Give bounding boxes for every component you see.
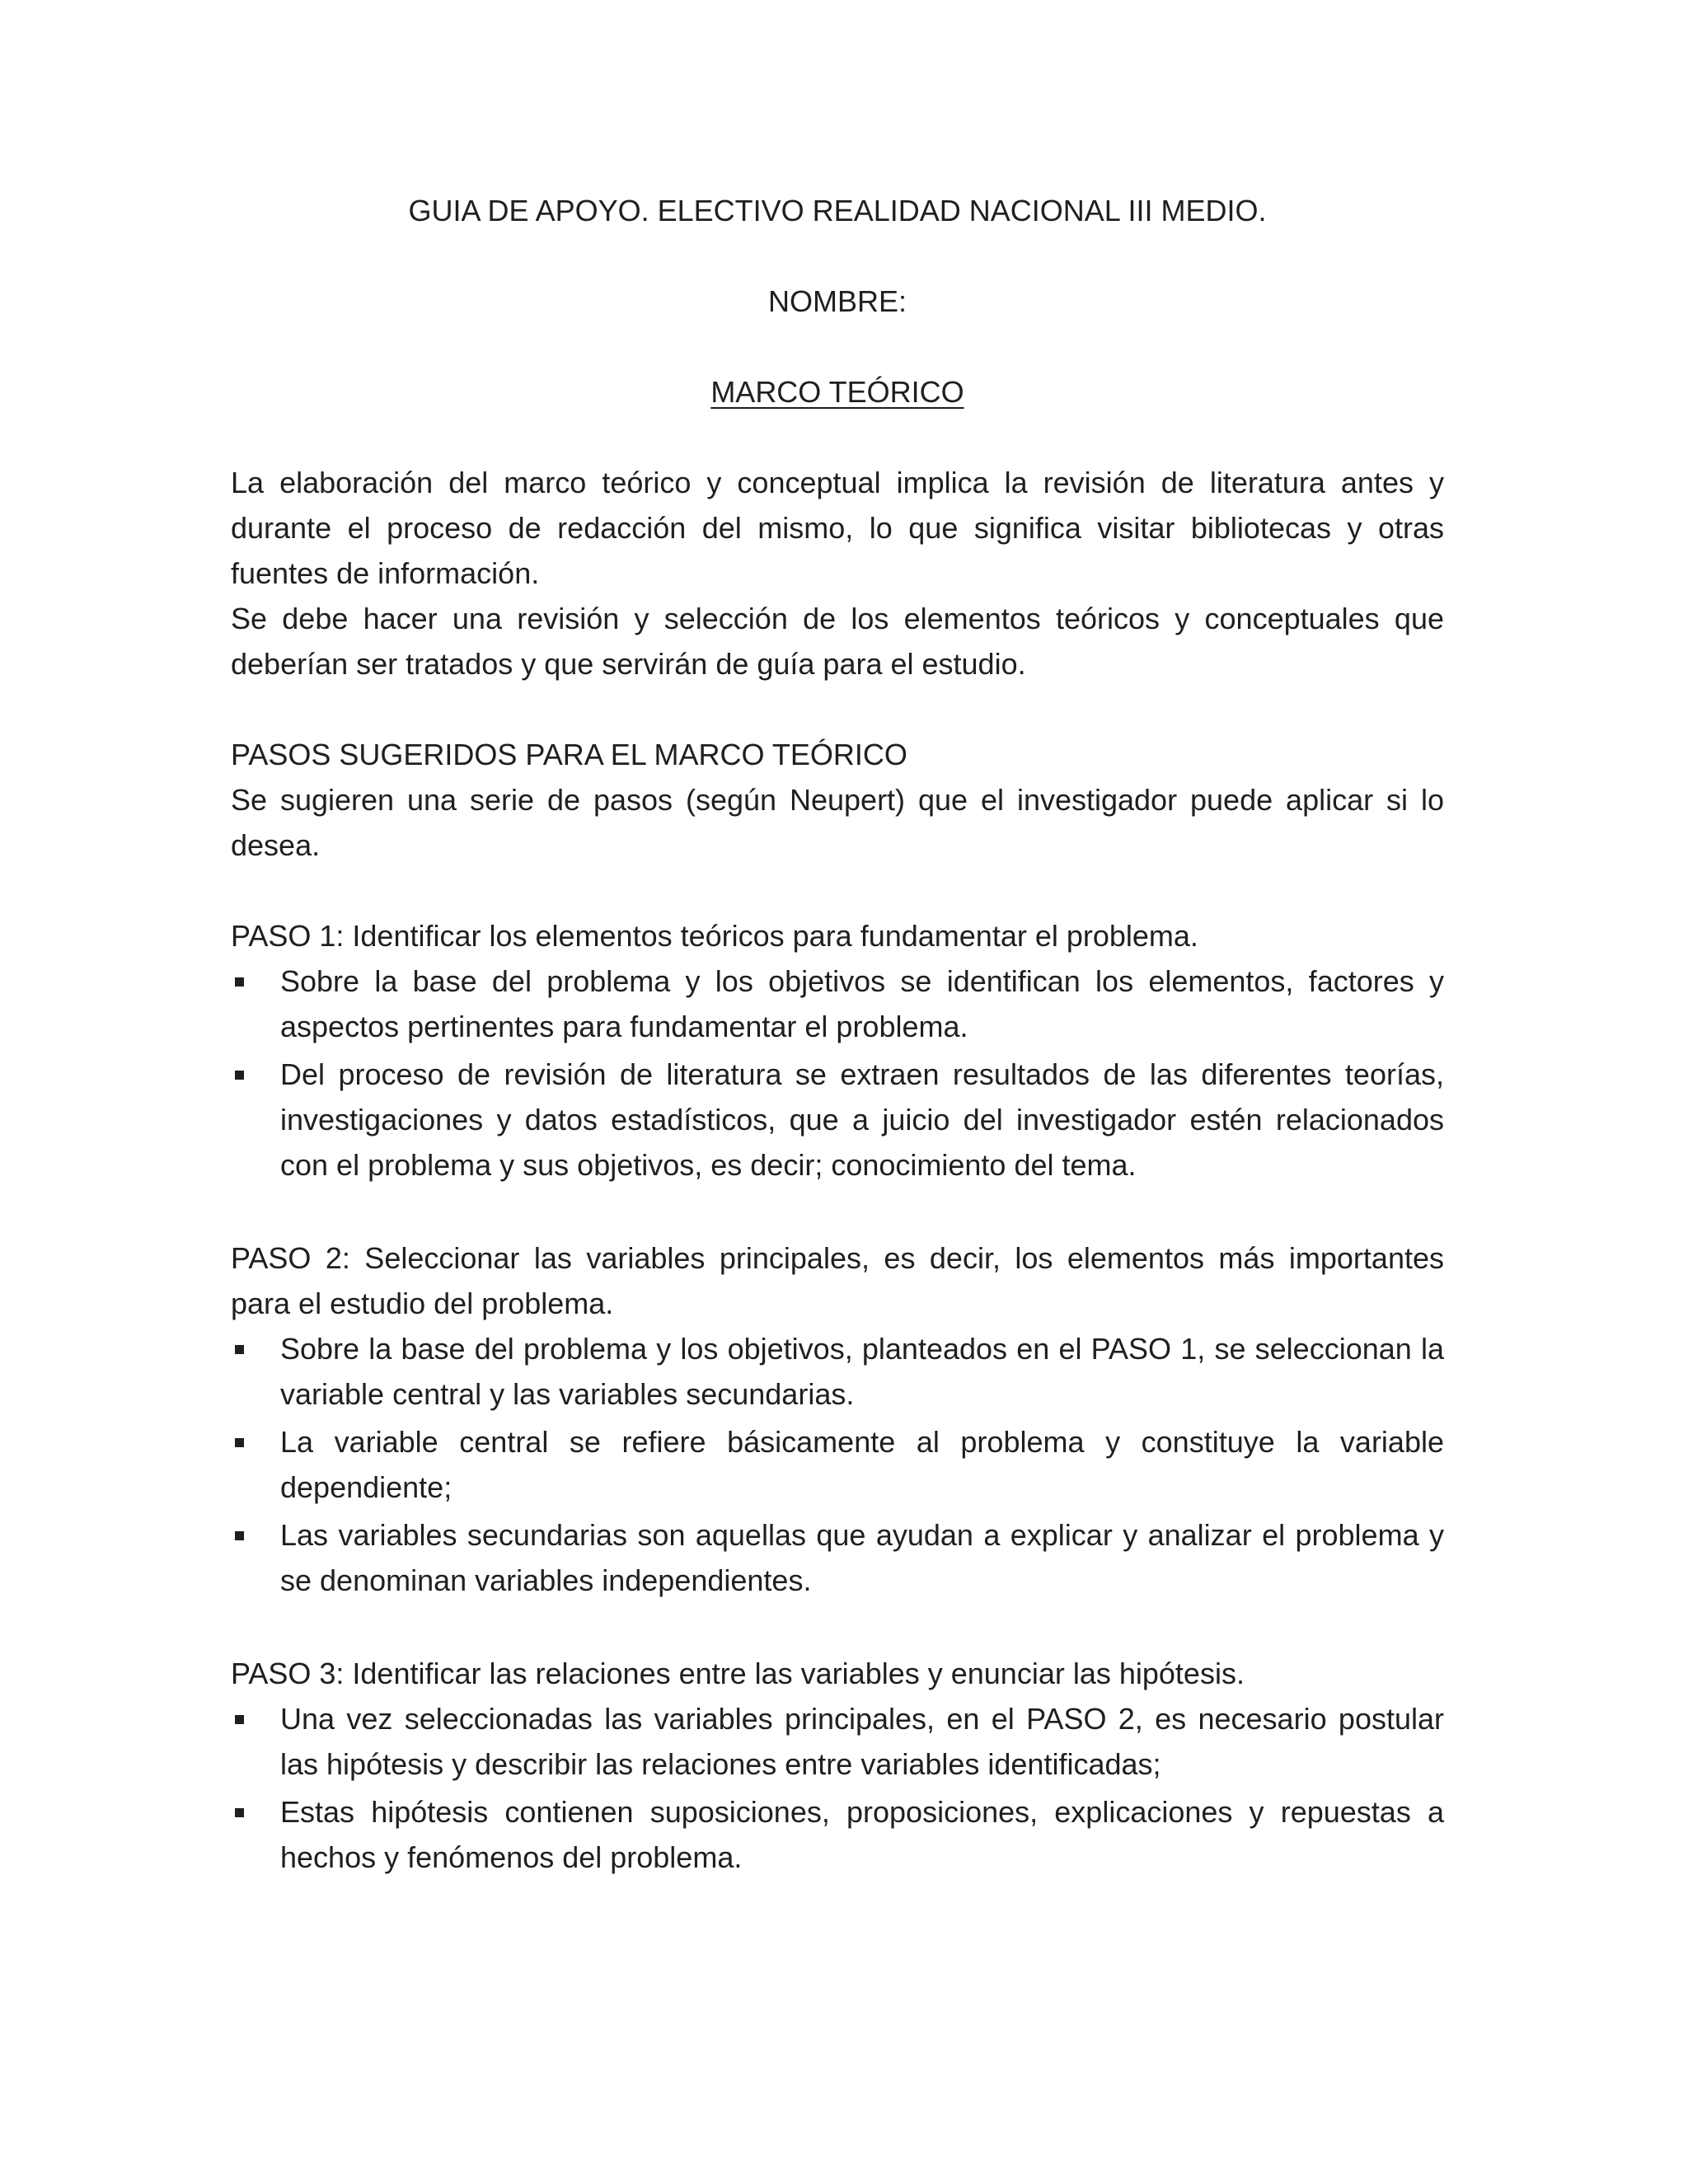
list-item bbox=[231, 1696, 1444, 1787]
square-bullet-icon bbox=[235, 1531, 244, 1540]
step-2-heading: PASO 2: Seleccionar las variables principales, es decir, los elementos más importantes para el estudio del problema. bbox=[231, 1241, 1444, 1320]
section-title: MARCO TEÓRICO bbox=[710, 375, 964, 409]
square-bullet-icon bbox=[235, 1715, 244, 1724]
square-bullet-icon bbox=[235, 1438, 244, 1447]
step-3-heading: PASO 3: Identificar las relaciones entre las variables y enunciar las hipótesis. bbox=[231, 1657, 1245, 1690]
step-2-bullet-list bbox=[231, 1326, 1444, 1603]
list-item bbox=[231, 1789, 1444, 1880]
spacer bbox=[231, 1190, 1444, 1235]
step-3 bbox=[231, 1651, 1444, 1880]
spacer bbox=[231, 687, 1444, 732]
list-item bbox=[231, 1052, 1444, 1188]
list-item-text: La variable central se refiere básicamente al problema y constituye la variable dependiente; bbox=[280, 1425, 1444, 1504]
document-title: GUIA DE APOYO. ELECTIVO REALIDAD NACIONAL III MEDIO. bbox=[408, 194, 1267, 227]
square-bullet-icon bbox=[235, 1808, 244, 1817]
list-item-text: Las variables secundarias son aquellas que ayudan a explicar y analizar el problema y se denominan variables independientes. bbox=[280, 1518, 1444, 1597]
list-item-text: Estas hipótesis contienen suposiciones, proposiciones, explicaciones y repuestas a hechos y fenómenos del problema. bbox=[280, 1795, 1444, 1874]
list-item bbox=[231, 958, 1444, 1049]
square-bullet-icon bbox=[235, 1071, 244, 1080]
steps-intro-text: Se sugieren una serie de pasos (según Neupert) que el investigador puede aplicar si lo desea. bbox=[231, 783, 1444, 862]
step-1-bullet-list bbox=[231, 958, 1444, 1188]
step-2 bbox=[231, 1235, 1444, 1603]
spacer bbox=[231, 868, 1444, 913]
list-item-text: Una vez seleccionadas las variables principales, en el PASO 2, es necesario postular las hipótesis y describir las relaciones entre variables identificadas; bbox=[280, 1702, 1444, 1781]
list-item-text: Del proceso de revisión de literatura se extraen resultados de las diferentes teorías, investigaciones y datos estadísticos, que a juicio del investigador estén relacionados con el problema y sus objetivos, es decir; conocimiento del tema. bbox=[280, 1057, 1444, 1182]
spacer bbox=[231, 1605, 1444, 1651]
intro-paragraph-1: La elaboración del marco teórico y conceptual implica la revisión de literatura antes y durante el proceso de redacción del mismo, lo que significa visitar bibliotecas y otras fuentes de información. bbox=[231, 466, 1444, 590]
document-page bbox=[231, 188, 1444, 1882]
square-bullet-icon bbox=[235, 1345, 244, 1354]
list-item-text: Sobre la base del problema y los objetivos se identifican los elementos, factores y aspectos pertinentes para fundamentar el problema. bbox=[280, 964, 1444, 1043]
square-bullet-icon bbox=[235, 977, 244, 987]
steps-heading: PASOS SUGERIDOS PARA EL MARCO TEÓRICO bbox=[231, 738, 907, 771]
intro-paragraph-2: Se debe hacer una revisión y selección de los elementos teóricos y conceptuales que deberían ser tratados y que servirán de guía para el estudio. bbox=[231, 602, 1444, 681]
list-item bbox=[231, 1326, 1444, 1417]
step-1 bbox=[231, 913, 1444, 1188]
step-3-bullet-list bbox=[231, 1696, 1444, 1880]
step-1-heading: PASO 1: Identificar los elementos teóricos para fundamentar el problema. bbox=[231, 919, 1198, 953]
list-item bbox=[231, 1419, 1444, 1510]
name-label: NOMBRE: bbox=[767, 284, 907, 318]
list-item bbox=[231, 1512, 1444, 1603]
list-item-text: Sobre la base del problema y los objetivos, planteados en el PASO 1, se seleccionan la variable central y las variables secundarias. bbox=[280, 1332, 1444, 1411]
